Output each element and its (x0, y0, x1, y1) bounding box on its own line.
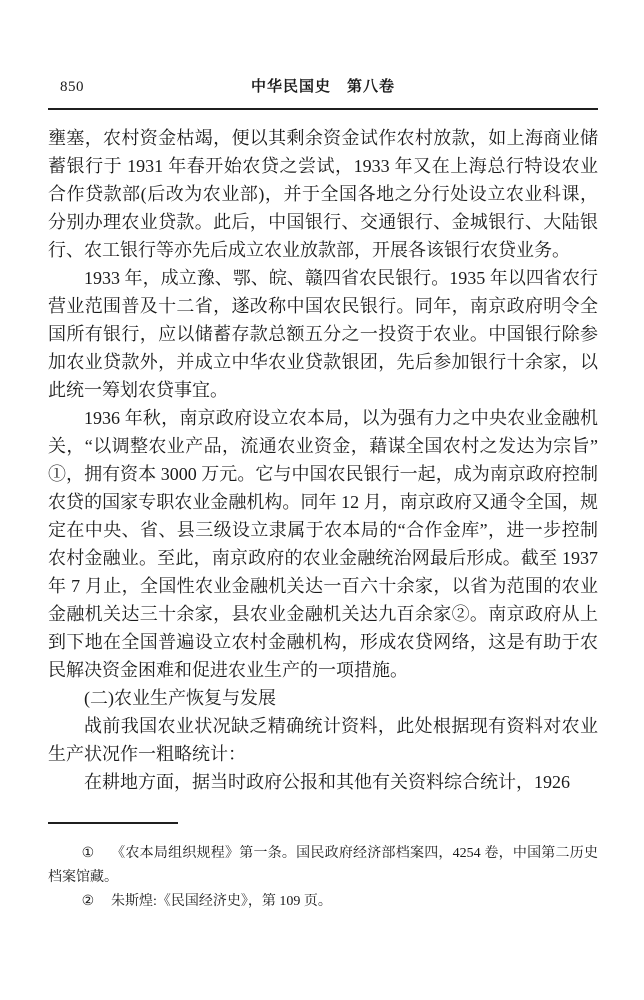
body-paragraph: 1933 年，成立豫、鄂、皖、赣四省农民银行。1935 年以四省农行营业范围普及十二省，遂改称中国农民银行。同年，南京政府明令全国所有银行，应以储蓄存款总额五分之一投资于农业。中国银行除参加农业贷款外，并成立中华农业贷款银团，先后参加银行十余家，以此统一筹划农贷事宜。 (48, 268, 598, 400)
body-paragraph: 壅塞，农村资金枯竭，便以其剩余资金试作农村放款，如上海商业储蓄银行于 1931 年春开始农贷之尝试，1933 年又在上海总行特设农业合作贷款部(后改为农业部)，并于全国各地之分行处设立农业科课，分别办理农业贷款。此后，中国银行、交通银行、金城银行、大陆银行、农工银行等亦先后成立农业放款部，开展各该银行农贷业务。 (48, 128, 598, 260)
footnote-marker: ① (81, 846, 95, 861)
section-heading: (二)农业生产恢复与发展 (84, 688, 276, 708)
body-paragraph: 1936 年秋，南京政府设立农本局，以为强有力之中央农业金融机关，“以调整农业产品，流通农业资金，藉谋全国农村之发达为宗旨”①，拥有资本 3000 万元。它与中国农民银行一起，成为南京政府控制农贷的国家专职农业金融机构。同年 12 月，南京政府又通令全国，规定在中央、省、县三级设立隶属于农本局的“合作金库”，进一步控制农村金融业。至此，南京政府的农业金融统治网最后形成。截至 1937 年 7 月止，全国性农业金融机关达一百六十余家，以省为范围的农业金融机关达三十余家，县农业金融机关达九百余家②。南京政府从上到下地在全国普遍设立农村金融机构，形成农贷网络，这是有助于农民解决资金困难和促进农业生产的一项措施。 (48, 408, 598, 680)
body-paragraph: 在耕地方面，据当时政府公报和其他有关资料综合统计，1926 (84, 772, 570, 792)
footnote-marker: ② (81, 894, 95, 909)
footnote-item (48, 842, 598, 890)
running-head (48, 78, 598, 96)
footnote-text: 朱斯煌:《民国经济史》，第 109 页。 (110, 894, 332, 909)
page-number: 850 (60, 79, 84, 95)
book-title: 中华民国史 第八卷 (250, 79, 395, 95)
header-rule (48, 108, 598, 110)
footnote-block (48, 822, 598, 914)
body-text (48, 124, 598, 796)
footnote-text: 《农本局组织规程》第一条。国民政府经济部档案四，4254 卷，中国第二历史档案馆藏。 (48, 846, 598, 885)
body-paragraph: 战前我国农业状况缺乏精确统计资料，此处根据现有资料对农业生产状况作一粗略统计： (48, 716, 598, 764)
footnote-separator (48, 822, 178, 824)
footnote-item (48, 890, 598, 914)
